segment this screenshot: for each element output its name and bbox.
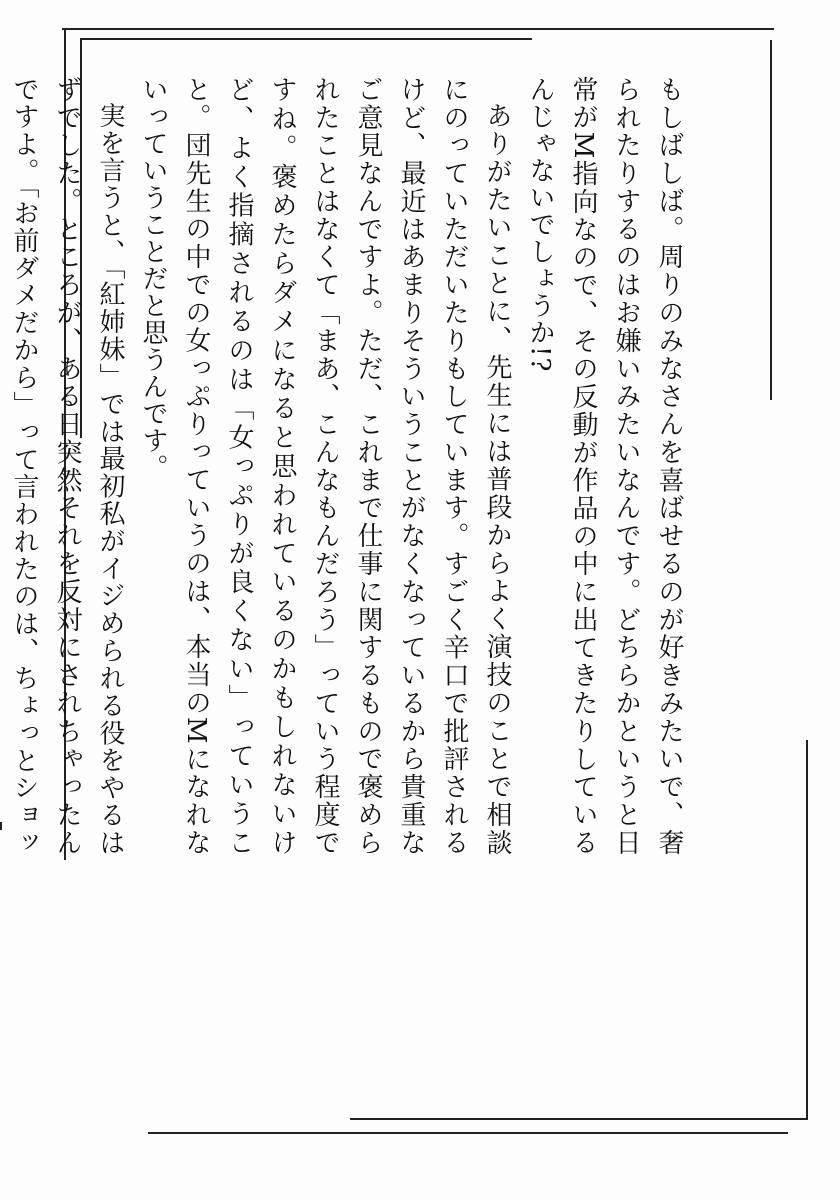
paragraph-3: 実を言うと、「紅姉妹」では最初私がイジめられる役をやるはずでした。ところが、ある日突然それを反対にされちゃったんですよ。「お前ダメだから」って言われたのは、ちょっとショッ (9, 76, 125, 856)
paragraph-1: もしばしば。周りのみなさんを喜ばせるのが好きみたいで、奢られたりするのはお嫌いみたいなんです。どちらかというと日常がM指向なので、その反動が作品の中に出てきたりしているんじゃないでしょうか!? (525, 76, 684, 856)
top-frame-rule-inner (80, 38, 532, 40)
vertical-text-body (9, 76, 690, 857)
bottom-frame-rule-outer (148, 1132, 788, 1134)
right-frame-rule-upper (770, 40, 772, 400)
top-frame-rule-outer (62, 28, 774, 30)
paragraph-2: ありがたいことに、先生には普段からよく演技のことで相談にのっていただいたりもしています。すごく辛口で批評されるけど、最近はあまりそういうことがなくなっているから貴重なご意見なんですよ。ただ、これまで仕事に関するもので褒められたことはなくて「まあ、こんなもんだろう」っていう程度ですね。褒めたらダメになると思われているのかもしれないけど、よく指摘されるのは「女っぷりが良くない」っていうこと。団先生の中での女っぷりっていうのは、本当のMになれないっていうことだと思うんです。 (138, 76, 512, 857)
right-frame-rule-lower (806, 740, 808, 1120)
bottom-frame-rule-inner (350, 1118, 808, 1120)
